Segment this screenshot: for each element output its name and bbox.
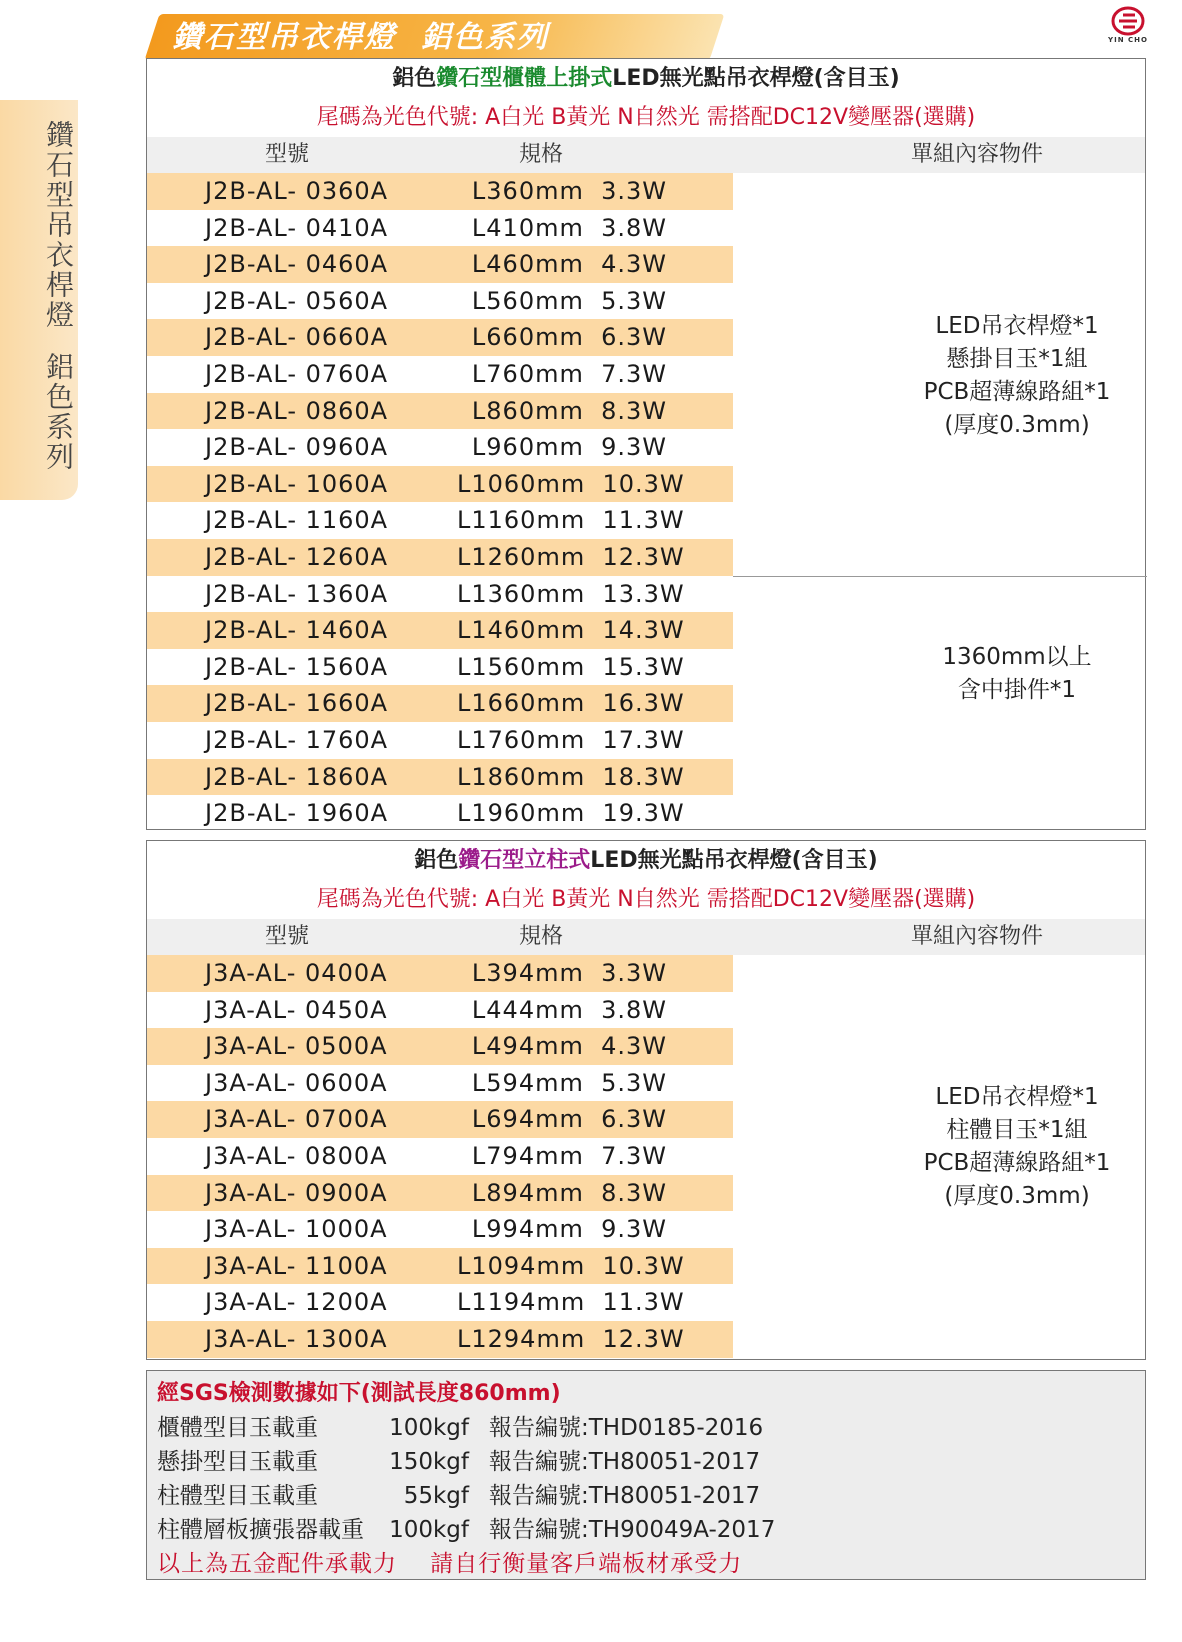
sgs-item: 懸掛型目玉載重 — [157, 1449, 318, 1475]
model-cell: J2B-AL- 0660A — [205, 323, 389, 352]
spec-cell: L1660mm 16.3W — [457, 689, 685, 718]
table-row — [147, 955, 1145, 992]
model-cell: J2B-AL- 1460A — [205, 616, 389, 645]
brand-logo-icon — [1111, 6, 1145, 36]
spec-cell: L994mm 9.3W — [471, 1215, 667, 1244]
col-contents-header: 單組內容物件 — [911, 924, 1044, 949]
sgs-line — [157, 1479, 1135, 1513]
model-cell: J2B-AL- 1360A — [205, 579, 389, 608]
table-row — [147, 722, 1145, 759]
model-cell: J3A-AL- 1000A — [205, 1215, 388, 1244]
model-cell: J3A-AL- 0600A — [205, 1068, 388, 1097]
model-cell: J2B-AL- 1560A — [205, 652, 389, 681]
section2-table — [146, 840, 1146, 1360]
model-cell: J3A-AL- 0450A — [205, 995, 388, 1024]
spec-cell: L1094mm 10.3W — [457, 1251, 685, 1280]
model-cell: J2B-AL- 0860A — [205, 396, 389, 425]
group-divider — [733, 576, 1147, 577]
section2-title — [147, 841, 1145, 881]
spec-cell: L894mm 8.3W — [471, 1178, 667, 1207]
sgs-load: 100kgf — [389, 1517, 469, 1543]
sgs-report: 報告編號:THD0185-2016 — [489, 1415, 764, 1441]
spec-cell: L660mm 6.3W — [471, 323, 667, 352]
spec-cell: L594mm 5.3W — [471, 1068, 667, 1097]
contents-line: 含中掛件*1 — [957, 677, 1077, 703]
table-row — [147, 210, 1145, 247]
section1-subtitle: 尾碼為光色代號: A白光 B黃光 N自然光 需搭配DC12V變壓器(選購) — [316, 105, 976, 130]
spec-cell: L794mm 7.3W — [471, 1141, 667, 1170]
table-row — [147, 1321, 1145, 1358]
sgs-item: 櫃體型目玉載重 — [157, 1415, 318, 1441]
table-row — [147, 1284, 1145, 1321]
contents-line: LED吊衣桿燈*1 — [935, 313, 1099, 339]
spec-cell: L1294mm 12.3W — [457, 1324, 685, 1353]
logo-text: YIN CHO — [1108, 36, 1148, 44]
col-model-header: 型號 — [265, 142, 310, 167]
sgs-lines — [157, 1411, 1135, 1547]
spec-cell: L1194mm 11.3W — [457, 1288, 685, 1317]
spec-cell: L560mm 5.3W — [471, 286, 667, 315]
spec-cell: L1760mm 17.3W — [457, 725, 685, 754]
contents-group-a — [887, 310, 1147, 442]
section1-title-pre: 鋁色 — [392, 66, 437, 91]
model-cell: J3A-AL- 0900A — [205, 1178, 388, 1207]
table-row — [147, 576, 1145, 613]
contents-line: (厚度0.3mm) — [944, 1183, 1090, 1209]
contents-group-b — [887, 641, 1147, 707]
table-row — [147, 1028, 1145, 1065]
table-row — [147, 1211, 1145, 1248]
contents-line: PCB超薄線路組*1 — [923, 1150, 1111, 1176]
model-cell: J2B-AL- 1660A — [205, 689, 389, 718]
sgs-item: 柱體層板擴張器載重 — [157, 1517, 364, 1543]
table-row — [147, 759, 1145, 796]
side-tab-label: 鑽石型吊衣桿燈 鋁色系列 — [42, 120, 75, 472]
table-row — [147, 502, 1145, 539]
sgs-footer: 以上為五金配件承載力 請自行衡量客戶端板材承受力 — [157, 1551, 743, 1577]
model-cell: J3A-AL- 1100A — [205, 1251, 388, 1280]
spec-cell: L1360mm 13.3W — [457, 579, 685, 608]
model-cell: J2B-AL- 0410A — [205, 213, 389, 242]
section1-title-highlight: 鑽石型櫃體上掛式 — [436, 66, 613, 91]
model-cell: J2B-AL- 0560A — [205, 286, 389, 315]
model-cell: J2B-AL- 1260A — [205, 542, 389, 571]
spec-cell: L410mm 3.8W — [471, 213, 667, 242]
section2-subtitle: 尾碼為光色代號: A白光 B黃光 N自然光 需搭配DC12V變壓器(選購) — [316, 887, 976, 912]
section2-header — [147, 919, 1145, 955]
section2-title-post: LED無光點吊衣桿燈(含目玉) — [590, 848, 878, 873]
spec-cell: L860mm 8.3W — [471, 396, 667, 425]
section2-title-highlight: 鑽石型立柱式 — [458, 848, 591, 873]
model-cell: J3A-AL- 0400A — [205, 959, 388, 987]
spec-cell: L1060mm 10.3W — [457, 469, 685, 498]
section1-rows — [147, 173, 1145, 832]
model-cell: J3A-AL- 0800A — [205, 1141, 388, 1170]
table-row — [147, 1248, 1145, 1285]
table-row — [147, 466, 1145, 503]
model-cell: J2B-AL- 1860A — [205, 762, 389, 791]
col-contents-header: 單組內容物件 — [911, 142, 1044, 167]
sgs-item: 柱體型目玉載重 — [157, 1483, 318, 1509]
contents-line: LED吊衣桿燈*1 — [935, 1084, 1099, 1110]
section1-title — [147, 59, 1145, 99]
brand-logo — [1098, 6, 1158, 52]
spec-cell: L1260mm 12.3W — [457, 542, 685, 571]
model-cell: J2B-AL- 0460A — [205, 250, 389, 279]
page-title: 鑽石型吊衣桿燈 鋁色系列 — [172, 20, 549, 55]
model-cell: J2B-AL- 0960A — [205, 433, 389, 462]
model-cell: J2B-AL- 0360A — [205, 177, 389, 205]
sgs-report: 報告編號:TH80051-2017 — [489, 1483, 761, 1509]
model-cell: J3A-AL- 0700A — [205, 1105, 388, 1134]
sgs-report: 報告編號:TH90049A-2017 — [489, 1517, 776, 1543]
model-cell: J2B-AL- 1060A — [205, 469, 389, 498]
spec-cell: L460mm 4.3W — [471, 250, 667, 279]
spec-cell: L1960mm 19.3W — [457, 799, 685, 828]
model-cell: J2B-AL- 1760A — [205, 725, 389, 754]
sgs-line — [157, 1411, 1135, 1445]
sgs-report: 報告編號:TH80051-2017 — [489, 1449, 761, 1475]
contents-line: 懸掛目玉*1組 — [946, 346, 1088, 372]
section1-header — [147, 137, 1145, 173]
spec-cell: L694mm 6.3W — [471, 1105, 667, 1134]
model-cell: J3A-AL- 1300A — [205, 1324, 388, 1353]
contents-group-a — [887, 1081, 1147, 1213]
sgs-title: 經SGS檢測數據如下(測試長度860mm) — [157, 1381, 561, 1406]
col-model-header: 型號 — [265, 924, 310, 949]
col-spec-header: 規格 — [519, 142, 564, 167]
contents-line: (厚度0.3mm) — [944, 412, 1090, 438]
model-cell: J3A-AL- 1200A — [205, 1288, 388, 1317]
spec-cell: L444mm 3.8W — [471, 995, 667, 1024]
table-row — [147, 795, 1145, 832]
contents-line: PCB超薄線路組*1 — [923, 379, 1111, 405]
spec-cell: L1460mm 14.3W — [457, 616, 685, 645]
table-row — [147, 539, 1145, 576]
sgs-load: 150kgf — [389, 1449, 469, 1475]
spec-cell: L760mm 7.3W — [471, 359, 667, 388]
spec-cell: L494mm 4.3W — [471, 1032, 667, 1061]
sgs-line — [157, 1445, 1135, 1479]
model-cell: J2B-AL- 1160A — [205, 506, 389, 535]
spec-cell: L1860mm 18.3W — [457, 762, 685, 791]
spec-cell: L960mm 9.3W — [471, 433, 667, 462]
section2-title-pre: 鋁色 — [414, 848, 459, 873]
model-cell: J2B-AL- 1960A — [205, 799, 389, 828]
section1-table — [146, 58, 1146, 830]
sgs-load: 55kgf — [403, 1483, 469, 1509]
table-row — [147, 173, 1145, 210]
spec-cell: L1560mm 15.3W — [457, 652, 685, 681]
sgs-line — [157, 1513, 1135, 1547]
spec-cell: L360mm 3.3W — [471, 177, 667, 205]
table-row — [147, 246, 1145, 283]
section2-rows — [147, 955, 1145, 1358]
section1-title-post: LED無光點吊衣桿燈(含目玉) — [612, 66, 900, 91]
model-cell: J3A-AL- 0500A — [205, 1032, 388, 1061]
contents-line: 1360mm以上 — [942, 644, 1092, 670]
spec-cell: L1160mm 11.3W — [457, 506, 685, 535]
spec-cell: L394mm 3.3W — [471, 959, 667, 987]
sgs-test-box — [146, 1370, 1146, 1580]
contents-line: 柱體目玉*1組 — [946, 1117, 1088, 1143]
sgs-load: 100kgf — [389, 1415, 469, 1441]
table-row — [147, 992, 1145, 1029]
model-cell: J2B-AL- 0760A — [205, 359, 389, 388]
col-spec-header: 規格 — [519, 924, 564, 949]
